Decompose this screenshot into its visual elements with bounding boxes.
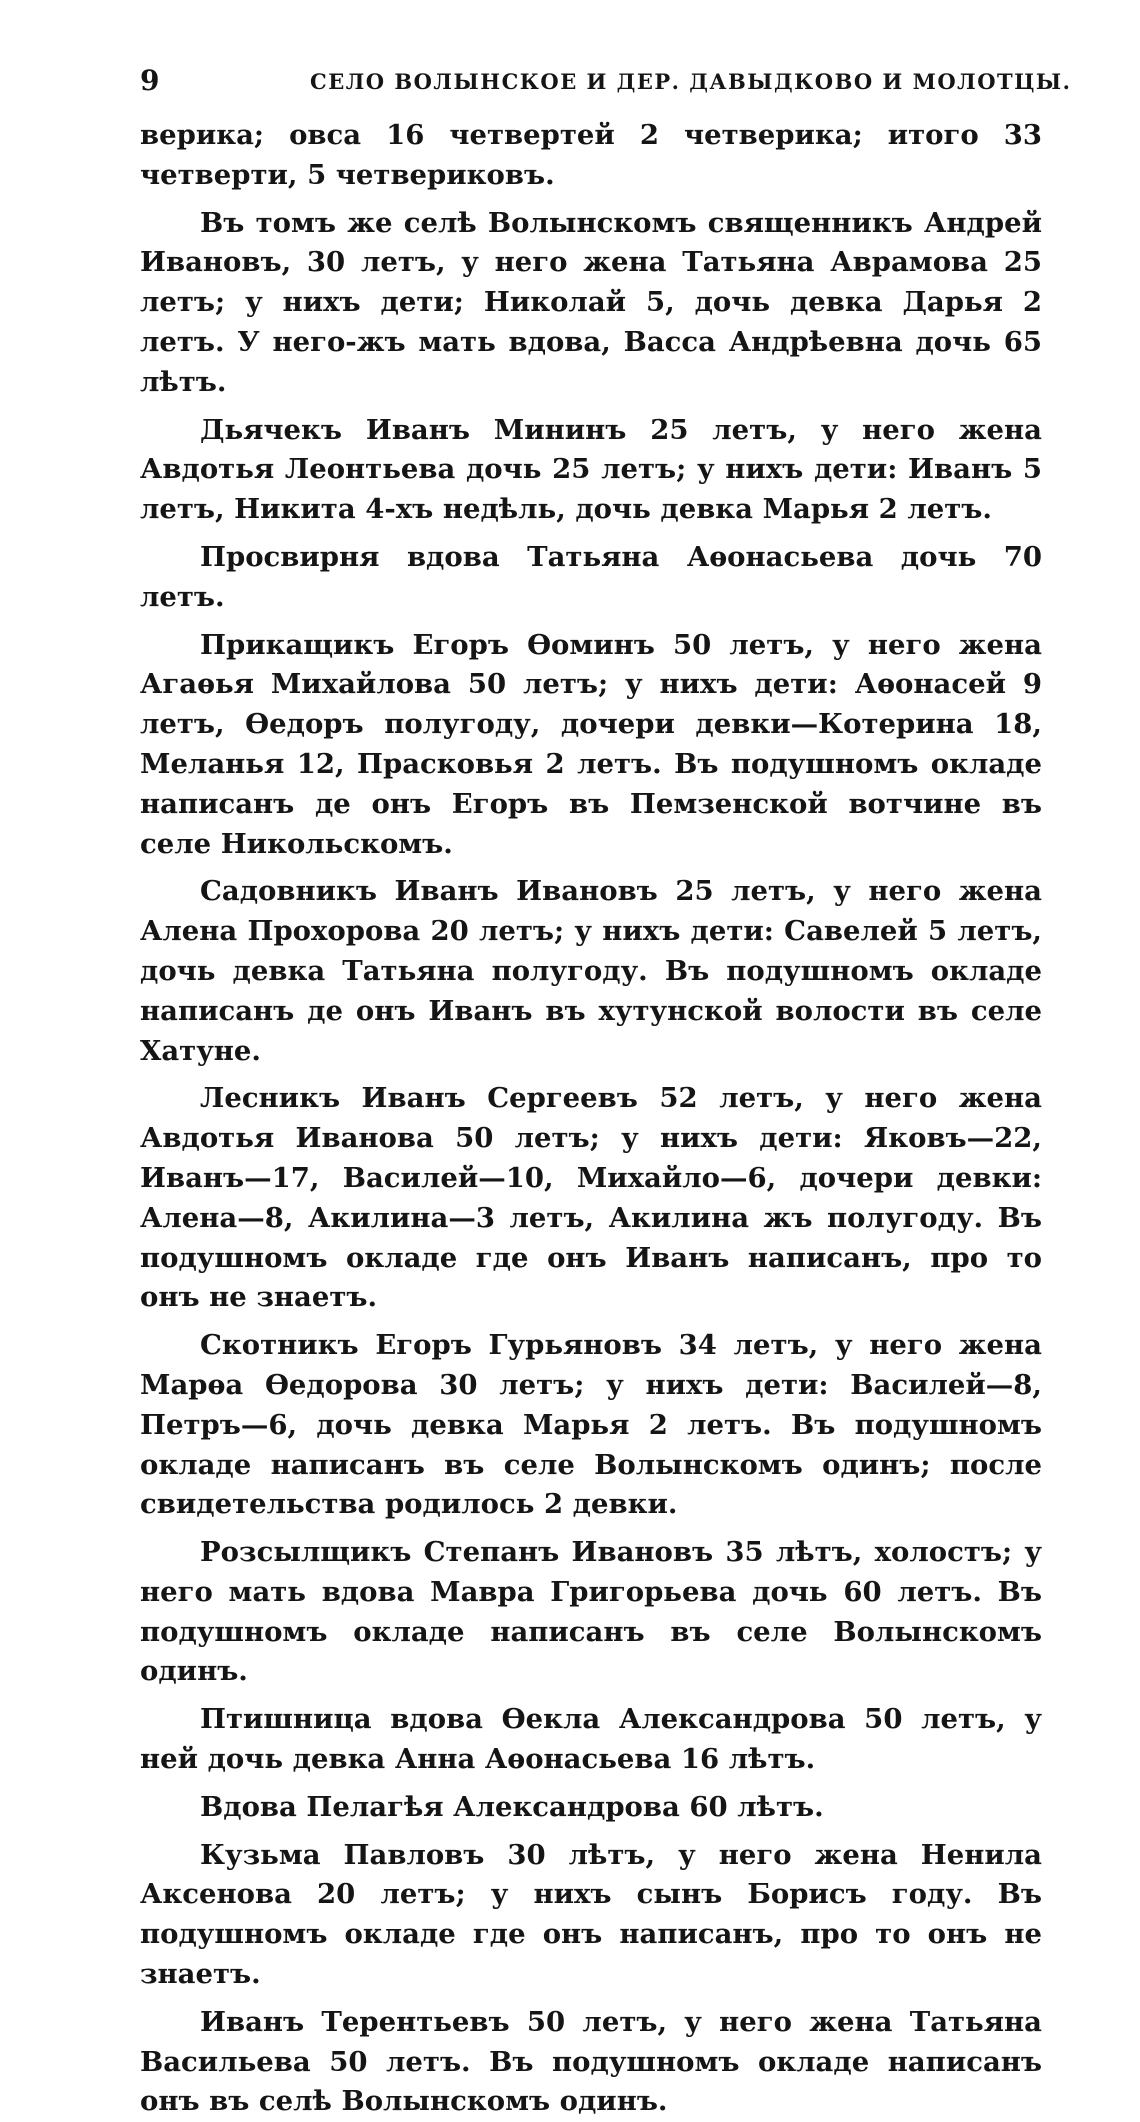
- page-header: [140, 64, 1072, 100]
- running-head: СЕЛО ВОЛЫНСКОЕ И ДЕР. ДАВЫДКОВО И МОЛОТЦЫ.: [310, 69, 1072, 94]
- paragraph: Скотникъ Егоръ Гурьяновъ 34 летъ, у него жена Марѳа Ѳедорова 30 летъ; у нихъ дети: Василей—8, Петръ—6, дочь девка Марья 2 летъ. Въ подушномъ окладе написанъ въ селе Волынскомъ одинъ; после свидетельства родилось 2 девки.: [140, 1329, 1042, 1521]
- paragraph: Вдова Пелагѣя Александрова 60 лѣтъ.: [200, 1790, 824, 1823]
- paragraph: Кузьма Павловъ 30 лѣтъ, у него жена Ненила Аксенова 20 летъ; у нихъ сынъ Борисъ году. Въ подушномъ окладе где онъ написанъ, про то онъ не знаетъ.: [140, 1838, 1042, 1991]
- paragraph: Просвирня вдова Татьяна Аѳонасьева дочь 70 летъ.: [140, 540, 1042, 613]
- paragraph: Розсылщикъ Степанъ Ивановъ 35 лѣтъ, холостъ; у него мать вдова Мавра Григорьева дочь 60 летъ. Въ подушномъ окладе написанъ въ селе Волынскомъ одинъ.: [140, 1536, 1042, 1688]
- paragraph: Въ томъ же селѣ Волынскомъ священникъ Андрей Ивановъ, 30 летъ, у него жена Татьяна Аврамова 25 летъ; у нихъ дети; Николай 5, дочь девка Дарья 2 летъ. У него-жъ мать вдова, Васса Андрѣевна дочь 65 лѣтъ.: [140, 206, 1042, 398]
- body-text: [140, 116, 1042, 2118]
- paragraph: Птишница вдова Ѳекла Александрова 50 летъ, у ней дочь девка Анна Аѳонасьева 16 лѣтъ.: [140, 1703, 1042, 1776]
- paragraph: Прикащикъ Егоръ Ѳоминъ 50 летъ, у него жена Агаѳья Михайлова 50 летъ; у нихъ дети: Аѳонасей 9 летъ, Ѳедоръ полугоду, дочери девки—Котерина 18, Меланья 12, Прасковья 2 летъ. Въ подушномъ окладе написанъ де онъ Егоръ въ Пемзенской вотчине въ селе Никольскомъ.: [140, 628, 1042, 860]
- paragraph: верика; овса 16 четвертей 2 четверика; итого 33 четверти, 5 четвериковъ.: [140, 119, 1042, 191]
- page-number: 9: [140, 64, 160, 97]
- paragraph: Дьячекъ Иванъ Мининъ 25 летъ, у него жена Авдотья Леонтьева дочь 25 летъ; у нихъ дети: Иванъ 5 летъ, Никита 4-хъ недѣль, дочь девка Марья 2 летъ.: [140, 413, 1042, 526]
- paragraph: Садовникъ Иванъ Ивановъ 25 летъ, у него жена Алена Прохорова 20 летъ; у нихъ дети: Савелей 5 летъ, дочь девка Татьяна полугоду. Въ подушномъ окладе написанъ де онъ Иванъ въ хутунской волости въ селе Хатуне.: [140, 875, 1042, 1067]
- paragraph: Лесникъ Иванъ Сергеевъ 52 летъ, у него жена Авдотья Иванова 50 летъ; у нихъ дети: Яковъ—22, Иванъ—17, Василей—10, Михайло—6, дочери девки: Алена—8, Акилина—3 летъ, Акилина жъ полугоду. Въ подушномъ окладе где онъ Иванъ написанъ, про то онъ не знаетъ.: [140, 1082, 1042, 1314]
- paragraph: Иванъ Терентьевъ 50 летъ, у него жена Татьяна Васильева 50 летъ. Въ подушномъ окладе написанъ онъ въ селѣ Волынскомъ одинъ.: [140, 2005, 1042, 2118]
